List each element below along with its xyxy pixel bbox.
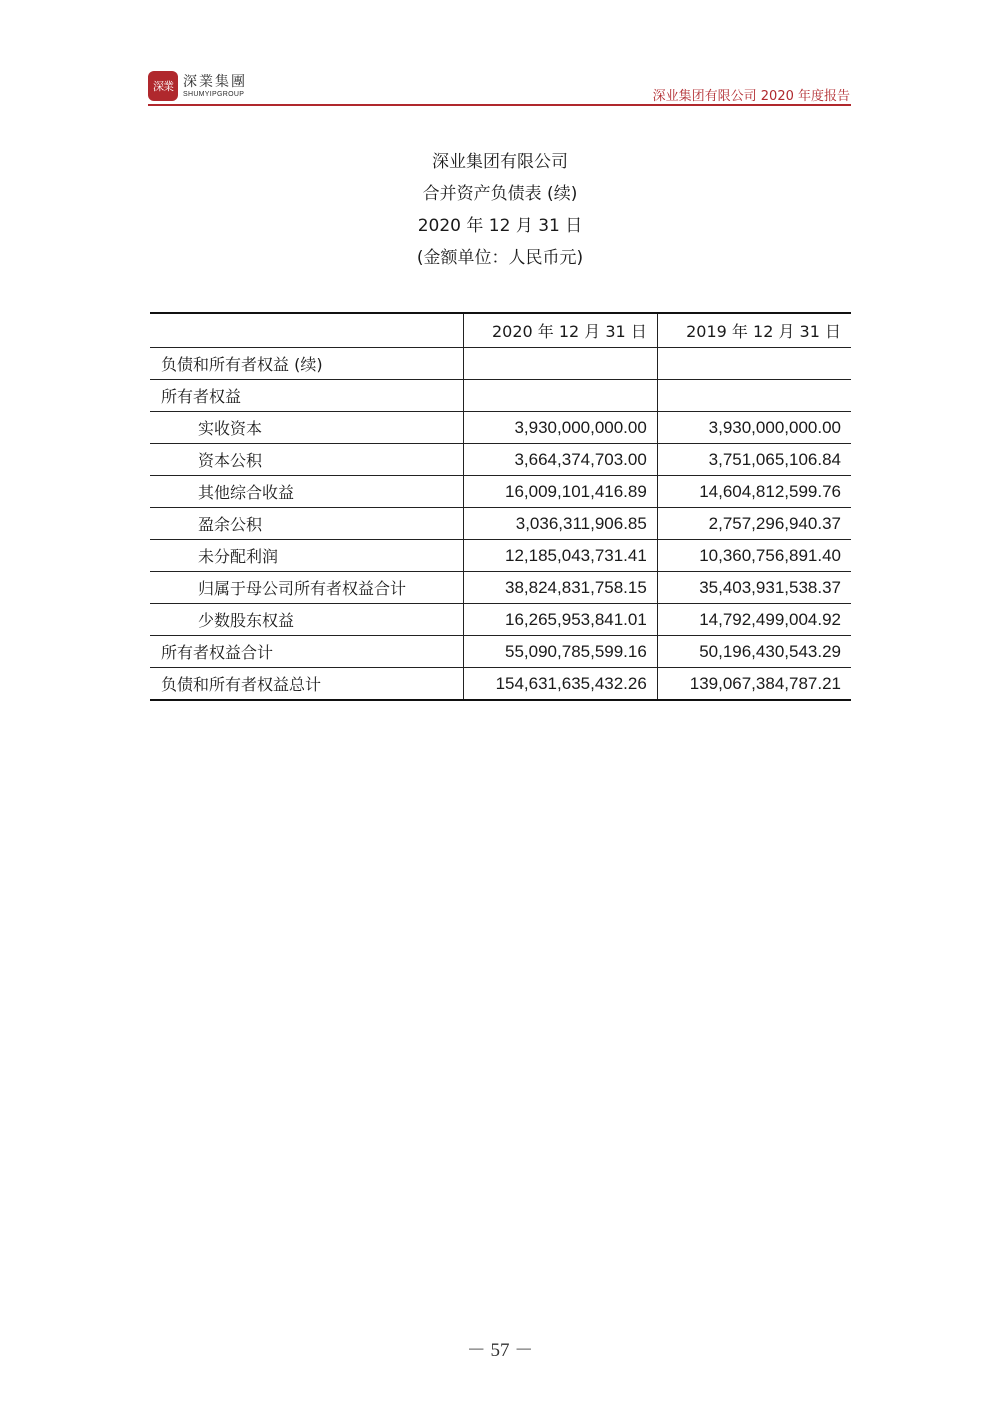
- value-2020: 38,824,831,758.15: [463, 572, 657, 604]
- value-2019: 14,604,812,599.76: [657, 476, 851, 508]
- row-label: 少数股东权益: [150, 604, 463, 636]
- value-2020: [463, 380, 657, 412]
- value-2019: 139,067,384,787.21: [657, 668, 851, 701]
- logo-english-name: SHUMYIPGROUP: [183, 90, 245, 98]
- company-logo: [148, 70, 247, 102]
- row-label: 未分配利润: [150, 540, 463, 572]
- row-label: 其他综合收益: [150, 476, 463, 508]
- value-2020: [463, 348, 657, 380]
- currency-unit: (金额单位：人民币元): [416, 248, 584, 268]
- logo-wordmark: [183, 74, 247, 99]
- table-row: [150, 540, 851, 572]
- table-row: [150, 476, 851, 508]
- value-2020: 3,664,374,703.00: [463, 444, 657, 476]
- value-2019: [657, 380, 851, 412]
- value-2020: 3,036,311,906.85: [463, 508, 657, 540]
- value-2019: 2,757,296,940.37: [657, 508, 851, 540]
- header-2019: 2019 年 12 月 31 日: [657, 313, 851, 348]
- table-row: [150, 636, 851, 668]
- logo-seal-icon: 深業: [148, 71, 178, 101]
- table-row: [150, 444, 851, 476]
- row-label: 资本公积: [150, 444, 463, 476]
- value-2020: 12,185,043,731.41: [463, 540, 657, 572]
- table-header-row: [150, 313, 851, 348]
- table-row: [150, 348, 851, 380]
- row-label: 盈余公积: [150, 508, 463, 540]
- table-row: [150, 668, 851, 701]
- header-2020: 2020 年 12 月 31 日: [463, 313, 657, 348]
- table-row: [150, 380, 851, 412]
- row-label: 负债和所有者权益总计: [150, 668, 463, 701]
- value-2020: 16,009,101,416.89: [463, 476, 657, 508]
- statement-date: 2020 年 12 月 31 日: [417, 216, 583, 236]
- value-2019: 10,360,756,891.40: [657, 540, 851, 572]
- table-row: [150, 604, 851, 636]
- value-2019: 50,196,430,543.29: [657, 636, 851, 668]
- value-2019: 3,751,065,106.84: [657, 444, 851, 476]
- page-number: － 57 －: [466, 1340, 534, 1361]
- value-2020: 16,265,953,841.01: [463, 604, 657, 636]
- value-2020: 154,631,635,432.26: [463, 668, 657, 701]
- value-2020: 3,930,000,000.00: [463, 412, 657, 444]
- value-2019: 3,930,000,000.00: [657, 412, 851, 444]
- row-label: 所有者权益: [150, 380, 463, 412]
- row-label: 归属于母公司所有者权益合计: [150, 572, 463, 604]
- balance-sheet-table: [150, 312, 851, 701]
- row-label: 负债和所有者权益 (续): [150, 348, 463, 380]
- table-row: [150, 508, 851, 540]
- table-row: [150, 572, 851, 604]
- table-row: [150, 412, 851, 444]
- report-title: 深业集团有限公司 2020 年度报告: [652, 89, 850, 104]
- value-2019: 14,792,499,004.92: [657, 604, 851, 636]
- header-divider: [148, 104, 851, 106]
- statement-titles: [0, 146, 1000, 274]
- value-2020: 55,090,785,599.16: [463, 636, 657, 668]
- header-label-cell: [150, 313, 463, 348]
- logo-chinese-name: 深業集團: [183, 73, 247, 90]
- company-name: 深业集团有限公司: [432, 152, 568, 172]
- statement-name: 合并资产负债表 (续): [422, 184, 578, 204]
- row-label: 实收资本: [150, 412, 463, 444]
- value-2019: [657, 348, 851, 380]
- value-2019: 35,403,931,538.37: [657, 572, 851, 604]
- row-label: 所有者权益合计: [150, 636, 463, 668]
